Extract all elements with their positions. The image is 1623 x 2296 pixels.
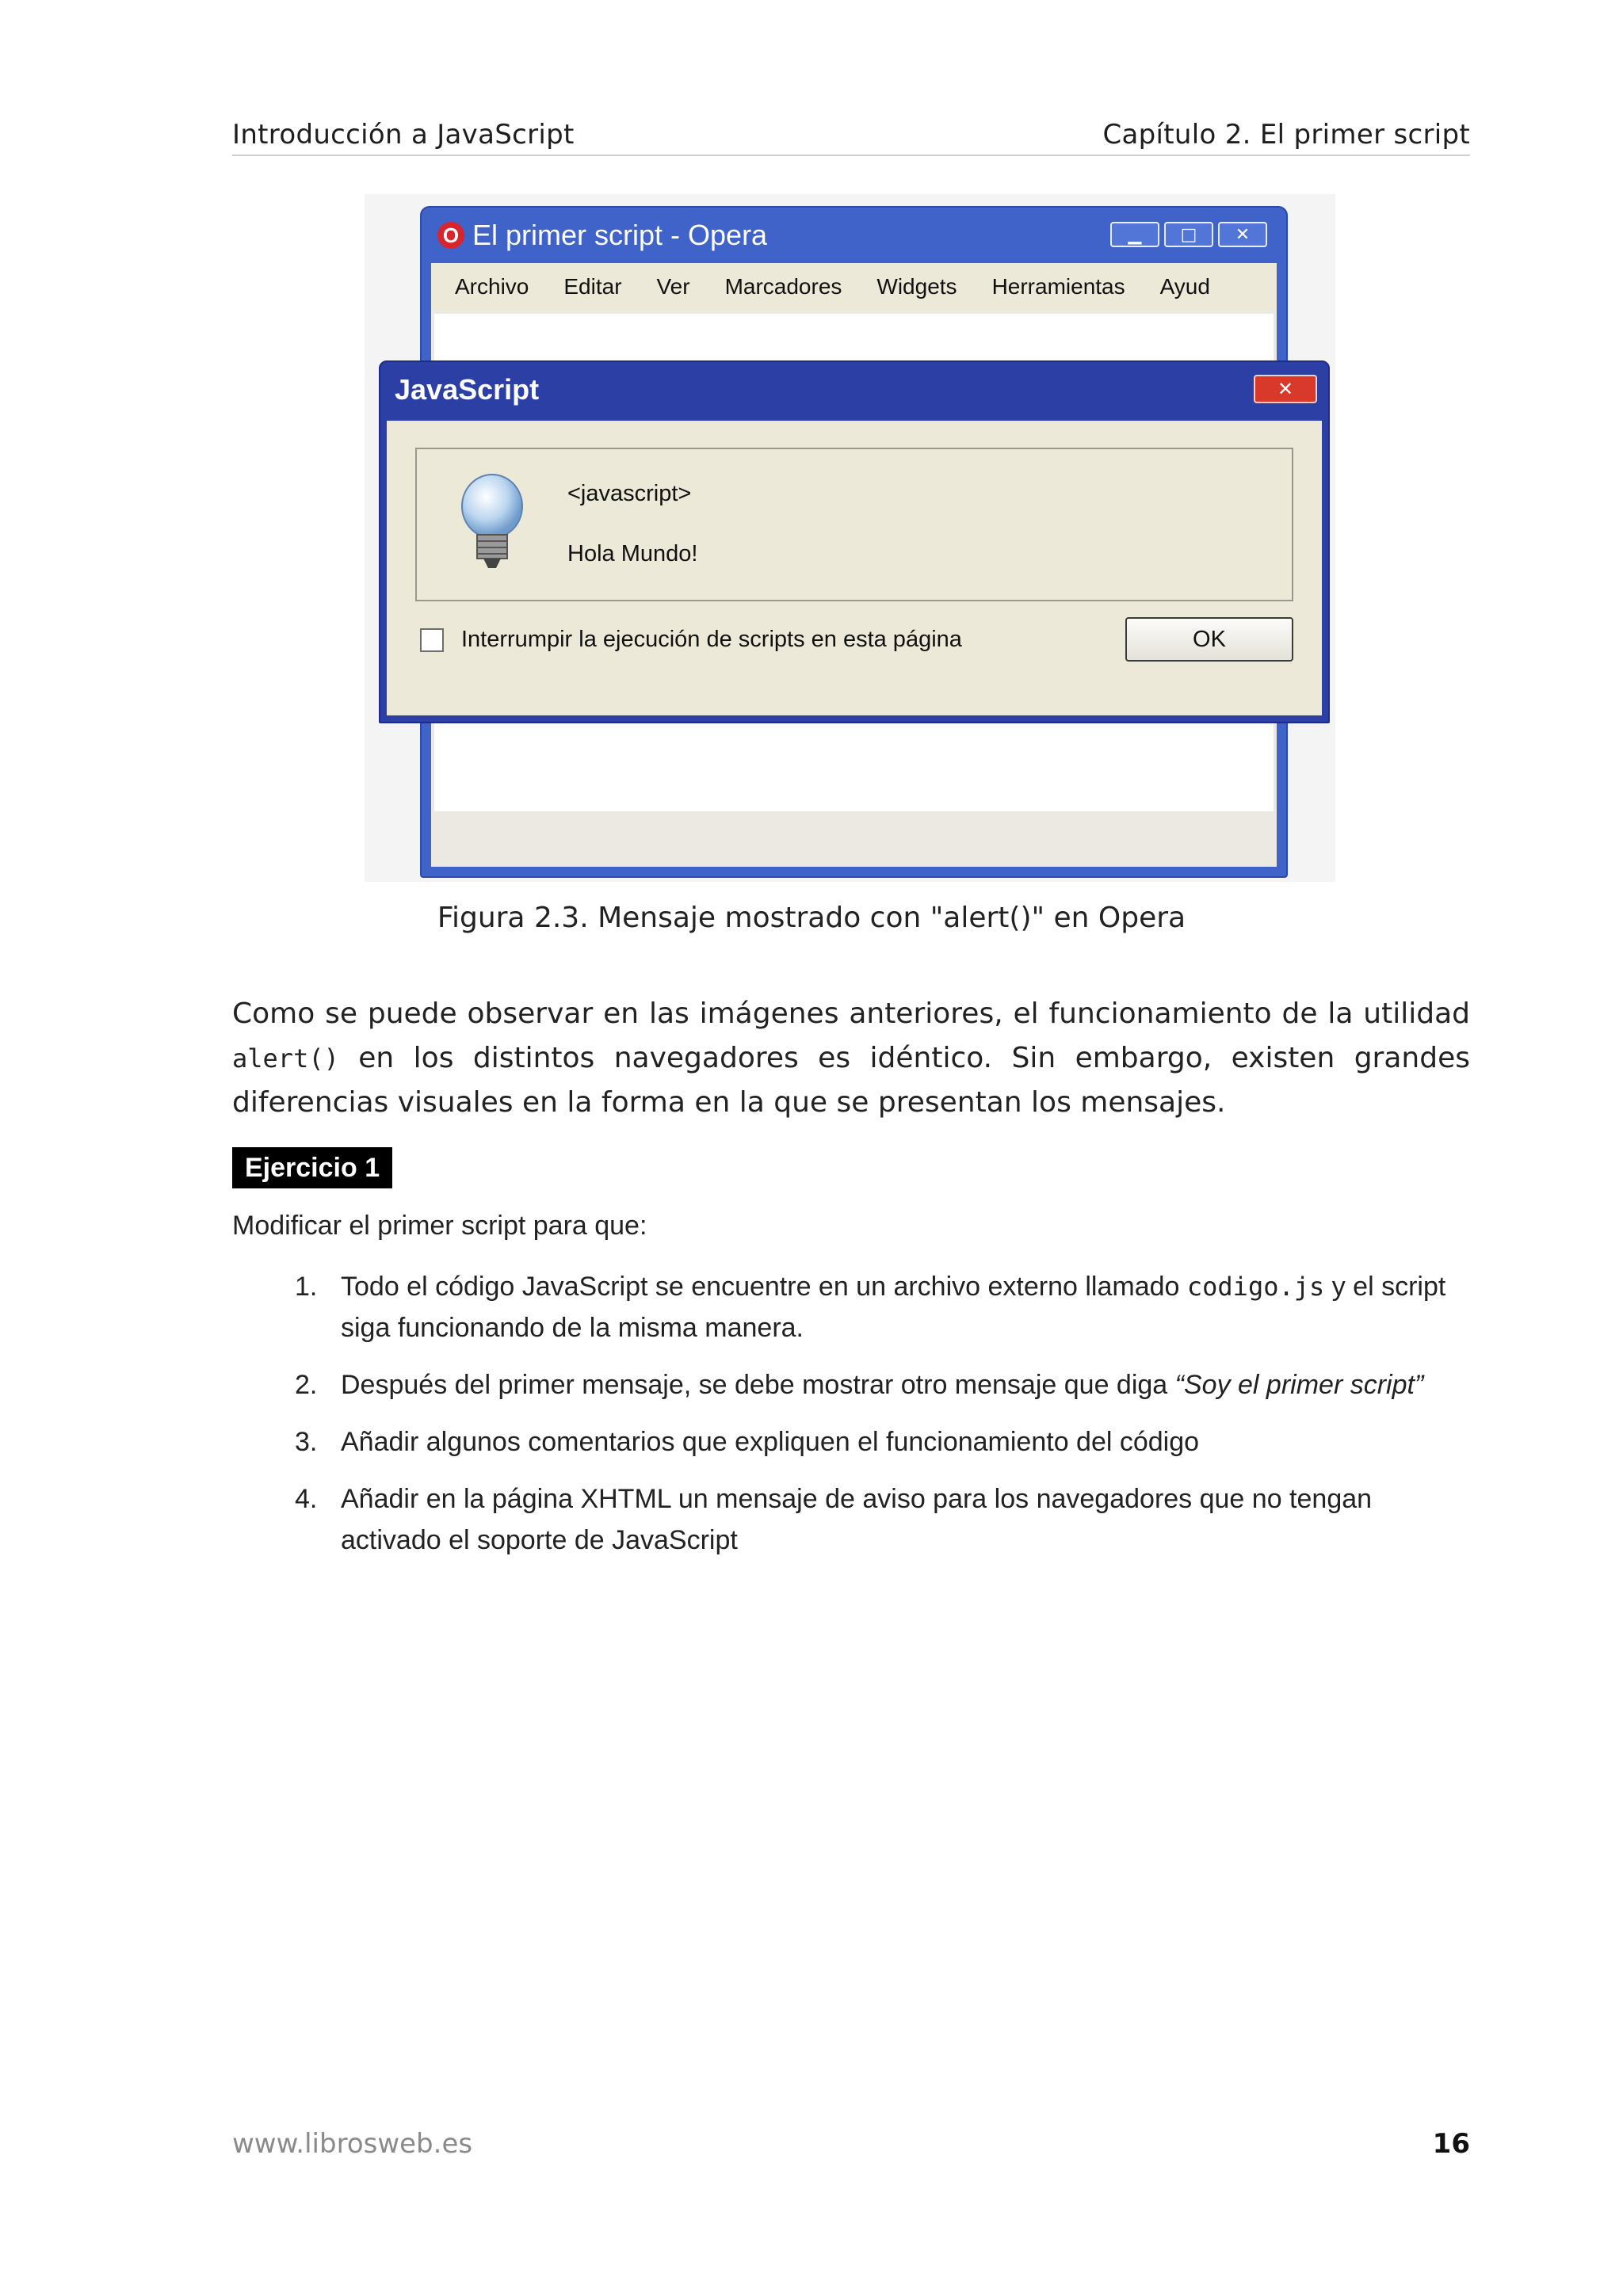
lightbulb-icon: [458, 471, 526, 574]
interrupt-scripts-checkbox: [420, 628, 444, 652]
dialog-body: [387, 421, 1322, 715]
paragraph-text-2: en los distintos navegadores es idéntico. Sin embargo, existen grandes diferencias visuales en la forma en la que se presentan los mensajes.: [232, 1042, 1470, 1119]
dialog-title: JavaScript: [395, 373, 540, 406]
alert-dialog: [379, 360, 1330, 723]
figure-caption: Figura 2.3. Mensaje mostrado con "alert()" en Opera: [437, 902, 1186, 934]
inline-code-alert: alert(): [232, 1043, 339, 1074]
list-item: [293, 1421, 1470, 1463]
dialog-message: Hola Mundo!: [567, 541, 698, 566]
menu-editar: Editar: [563, 274, 622, 299]
interrupt-scripts-label: Interrumpir la ejecución de scripts en esta página: [461, 627, 962, 652]
exercise-badge: Ejercicio 1: [232, 1147, 392, 1188]
menu-ver: Ver: [656, 274, 690, 299]
opera-window-title: El primer script - Opera: [472, 219, 768, 251]
list-item-quote: “Soy el primer script”: [1174, 1370, 1424, 1400]
list-item-text: Después del primer mensaje, se debe mostrar otro mensaje que diga: [341, 1370, 1168, 1400]
list-item: [293, 1266, 1470, 1348]
running-header-right: Capítulo 2. El primer script: [1102, 119, 1470, 151]
list-number: 3.: [295, 1427, 318, 1457]
list-number: 4.: [295, 1484, 318, 1514]
menu-widgets: Widgets: [876, 274, 957, 299]
opera-logo-icon: O: [437, 222, 464, 249]
list-item-text: Añadir algunos comentarios que expliquen el funcionamiento del código: [341, 1427, 1200, 1457]
list-number: 1.: [295, 1272, 318, 1302]
list-item: [293, 1364, 1470, 1405]
header-rule: [232, 154, 1470, 156]
message-box: [415, 448, 1293, 601]
menu-marcadores: Marcadores: [724, 274, 842, 299]
dialog-close-icon: ✕: [1254, 375, 1317, 403]
list-item-text: Añadir en la página XHTML un mensaje de aviso para los navegadores que no tengan activado el soporte de JavaScript: [341, 1484, 1373, 1555]
opera-titlebar: [436, 214, 1277, 258]
running-header-left: Introducción a JavaScript: [232, 119, 575, 151]
list-item: [293, 1478, 1470, 1561]
maximize-icon: □: [1164, 222, 1213, 247]
close-icon: ✕: [1218, 222, 1267, 247]
minimize-icon: ▁: [1110, 222, 1159, 247]
list-item-text: Todo el código JavaScript se encuentre en un archivo externo llamado: [341, 1272, 1180, 1302]
window-controls: [1110, 222, 1267, 247]
dialog-source-label: <javascript>: [567, 481, 692, 506]
menu-archivo: Archivo: [455, 274, 529, 299]
body-paragraph: [232, 992, 1470, 1125]
dialog-ok-button: OK: [1125, 617, 1293, 662]
footer-url: www.librosweb.es: [232, 2128, 473, 2160]
menu-herramientas: Herramientas: [991, 274, 1125, 299]
figure-screenshot: [365, 194, 1335, 882]
list-number: 2.: [295, 1370, 318, 1400]
exercise-list: [293, 1266, 1470, 1577]
opera-menubar: [431, 263, 1277, 311]
menu-ayuda: Ayud: [1159, 274, 1210, 299]
paragraph-text-1: Como se puede observar en las imágenes anteriores, el funcionamiento de la utilidad: [232, 997, 1470, 1030]
exercise-intro: Modificar el primer script para que:: [232, 1211, 647, 1241]
page-number: 16: [1432, 2128, 1470, 2160]
inline-code-filename: codigo.js: [1186, 1272, 1325, 1302]
list-item-text: y el script siga funcionando de la misma manera.: [341, 1272, 1446, 1343]
